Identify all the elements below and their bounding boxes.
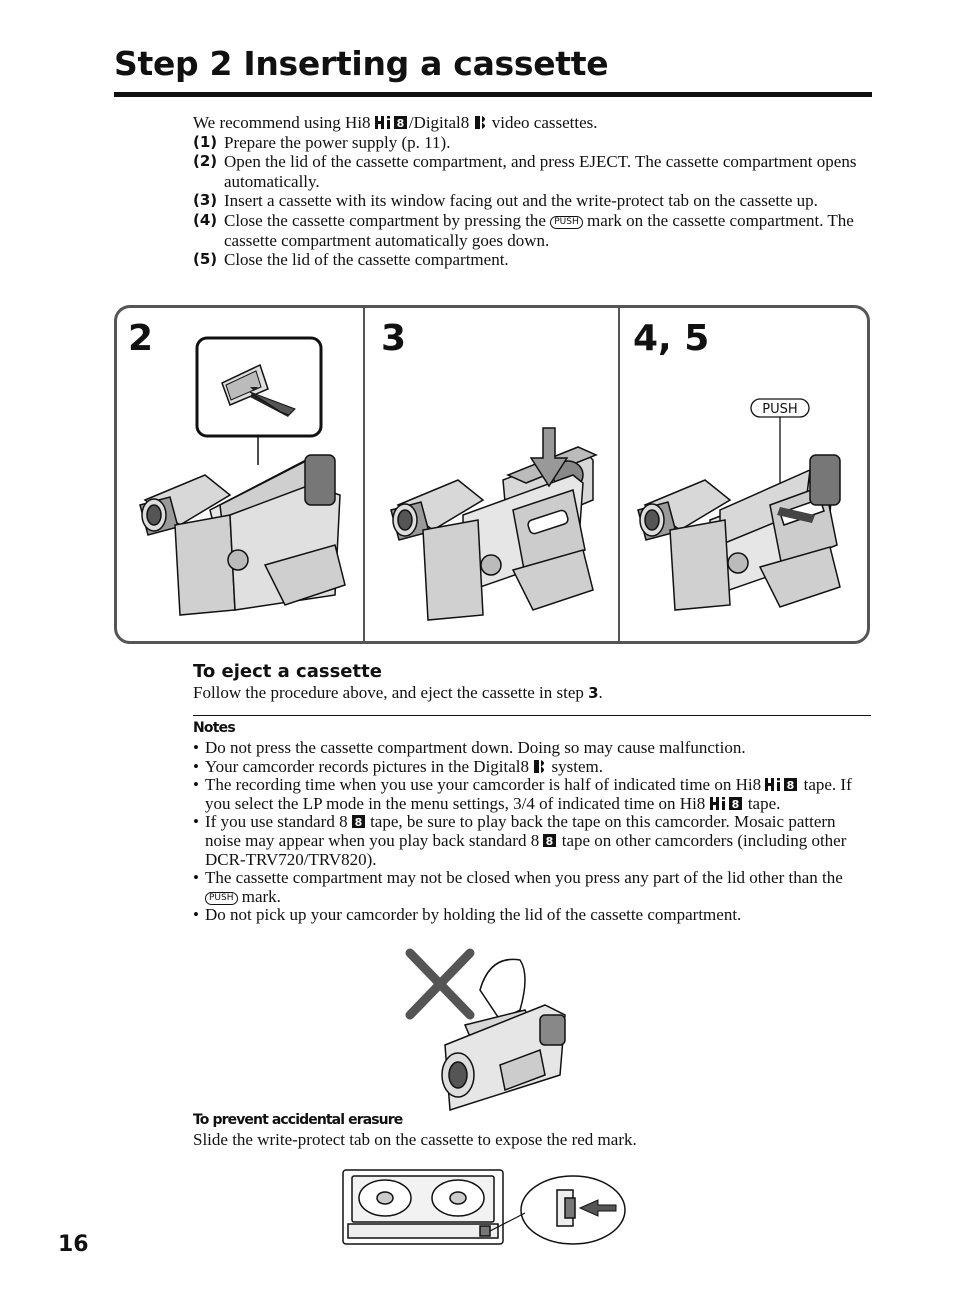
hi8-logo-icon: [710, 796, 744, 811]
hi8-logo-icon: [765, 777, 799, 792]
page-title: Step 2 Inserting a cassette: [114, 44, 609, 83]
svg-text:8: 8: [546, 834, 554, 848]
note-item: • Do not pick up your camcorder by holding the lid of the cassette compartment.: [193, 905, 742, 925]
note-item: • The recording time when you use your camcorder is half of indicated time on Hi8 8 tape. If you select the LP mode in the menu settings, 3/4 of indicated time on Hi8 8 tape.: [193, 775, 852, 813]
panel-label-4-5: 4, 5: [633, 318, 710, 359]
step-5: (5) Close the lid of the cassette compartment.: [193, 250, 509, 270]
do-not-hold-lid-illustration: [400, 945, 575, 1115]
recommendation-line: We recommend using Hi8 8 /Digital8 video cassettes.: [193, 113, 598, 132]
cassette-write-protect-illustration: [340, 1168, 635, 1248]
camcorder-insert-cassette-illustration: [383, 420, 608, 625]
eject-text: Follow the procedure above, and eject the cassette in step 3.: [193, 683, 603, 702]
push-mark-icon: PUSH: [205, 892, 238, 905]
page-number: 16: [58, 1232, 89, 1257]
eject-heading: To eject a cassette: [193, 661, 382, 682]
camcorder-close-compartment-illustration: [630, 395, 860, 625]
hi8-logo-icon: [375, 115, 409, 130]
step-4: (4) Close the cassette compartment by pressing the PUSH mark on the cassette compartment. The cassette compartment automatically goes down.: [193, 210, 854, 250]
note-item: • The cassette compartment may not be closed when you press any part of the lid other than the PUSH mark.: [193, 868, 843, 906]
camcorder-eject-illustration: [130, 335, 355, 625]
step-1: (1) Prepare the power supply (p. 11).: [193, 132, 451, 152]
notes-heading: Notes: [193, 720, 235, 736]
step-ref: 3: [588, 684, 599, 702]
panel-divider: [363, 308, 365, 642]
panel-label-2: 2: [128, 318, 154, 359]
std8-logo-icon: [352, 814, 366, 829]
erasure-text: Slide the write-protect tab on the cassette to expose the red mark.: [193, 1130, 637, 1149]
notes-rule: [193, 715, 871, 716]
push-mark-icon: PUSH: [550, 216, 583, 229]
panel-divider: [618, 308, 620, 642]
svg-text:8: 8: [354, 816, 363, 830]
svg-text:8: 8: [396, 117, 405, 130]
step-2: (2) Open the lid of the cassette compartment, and press EJECT. The cassette compartment opens automatically.: [193, 152, 857, 191]
note-item: • Your camcorder records pictures in the Digital8 system.: [193, 756, 603, 776]
svg-text:8: 8: [787, 779, 795, 793]
push-callout: PUSH: [762, 402, 798, 417]
notes-list: [193, 739, 873, 925]
svg-text:8: 8: [731, 797, 739, 811]
std8-logo-icon: [543, 833, 557, 848]
panel-label-3: 3: [381, 318, 407, 359]
digital8-logo-icon: [474, 115, 488, 130]
erasure-heading: To prevent accidental erasure: [193, 1112, 403, 1128]
intro-section: [193, 113, 873, 270]
note-item: • Do not press the cassette compartment down. Doing so may cause malfunction.: [193, 738, 746, 757]
title-rule: [114, 92, 872, 97]
digital8-logo-icon: [533, 759, 547, 774]
step-3: (3) Insert a cassette with its window facing out and the write-protect tab on the cassette up.: [193, 191, 818, 211]
note-item: • If you use standard 8 8 tape, be sure to play back the tape on this camcorder. Mosaic pattern noise may appear when you play back standard 8 8 tape on other camcorders (including other DCR-TRV720/TRV820).: [193, 812, 847, 869]
